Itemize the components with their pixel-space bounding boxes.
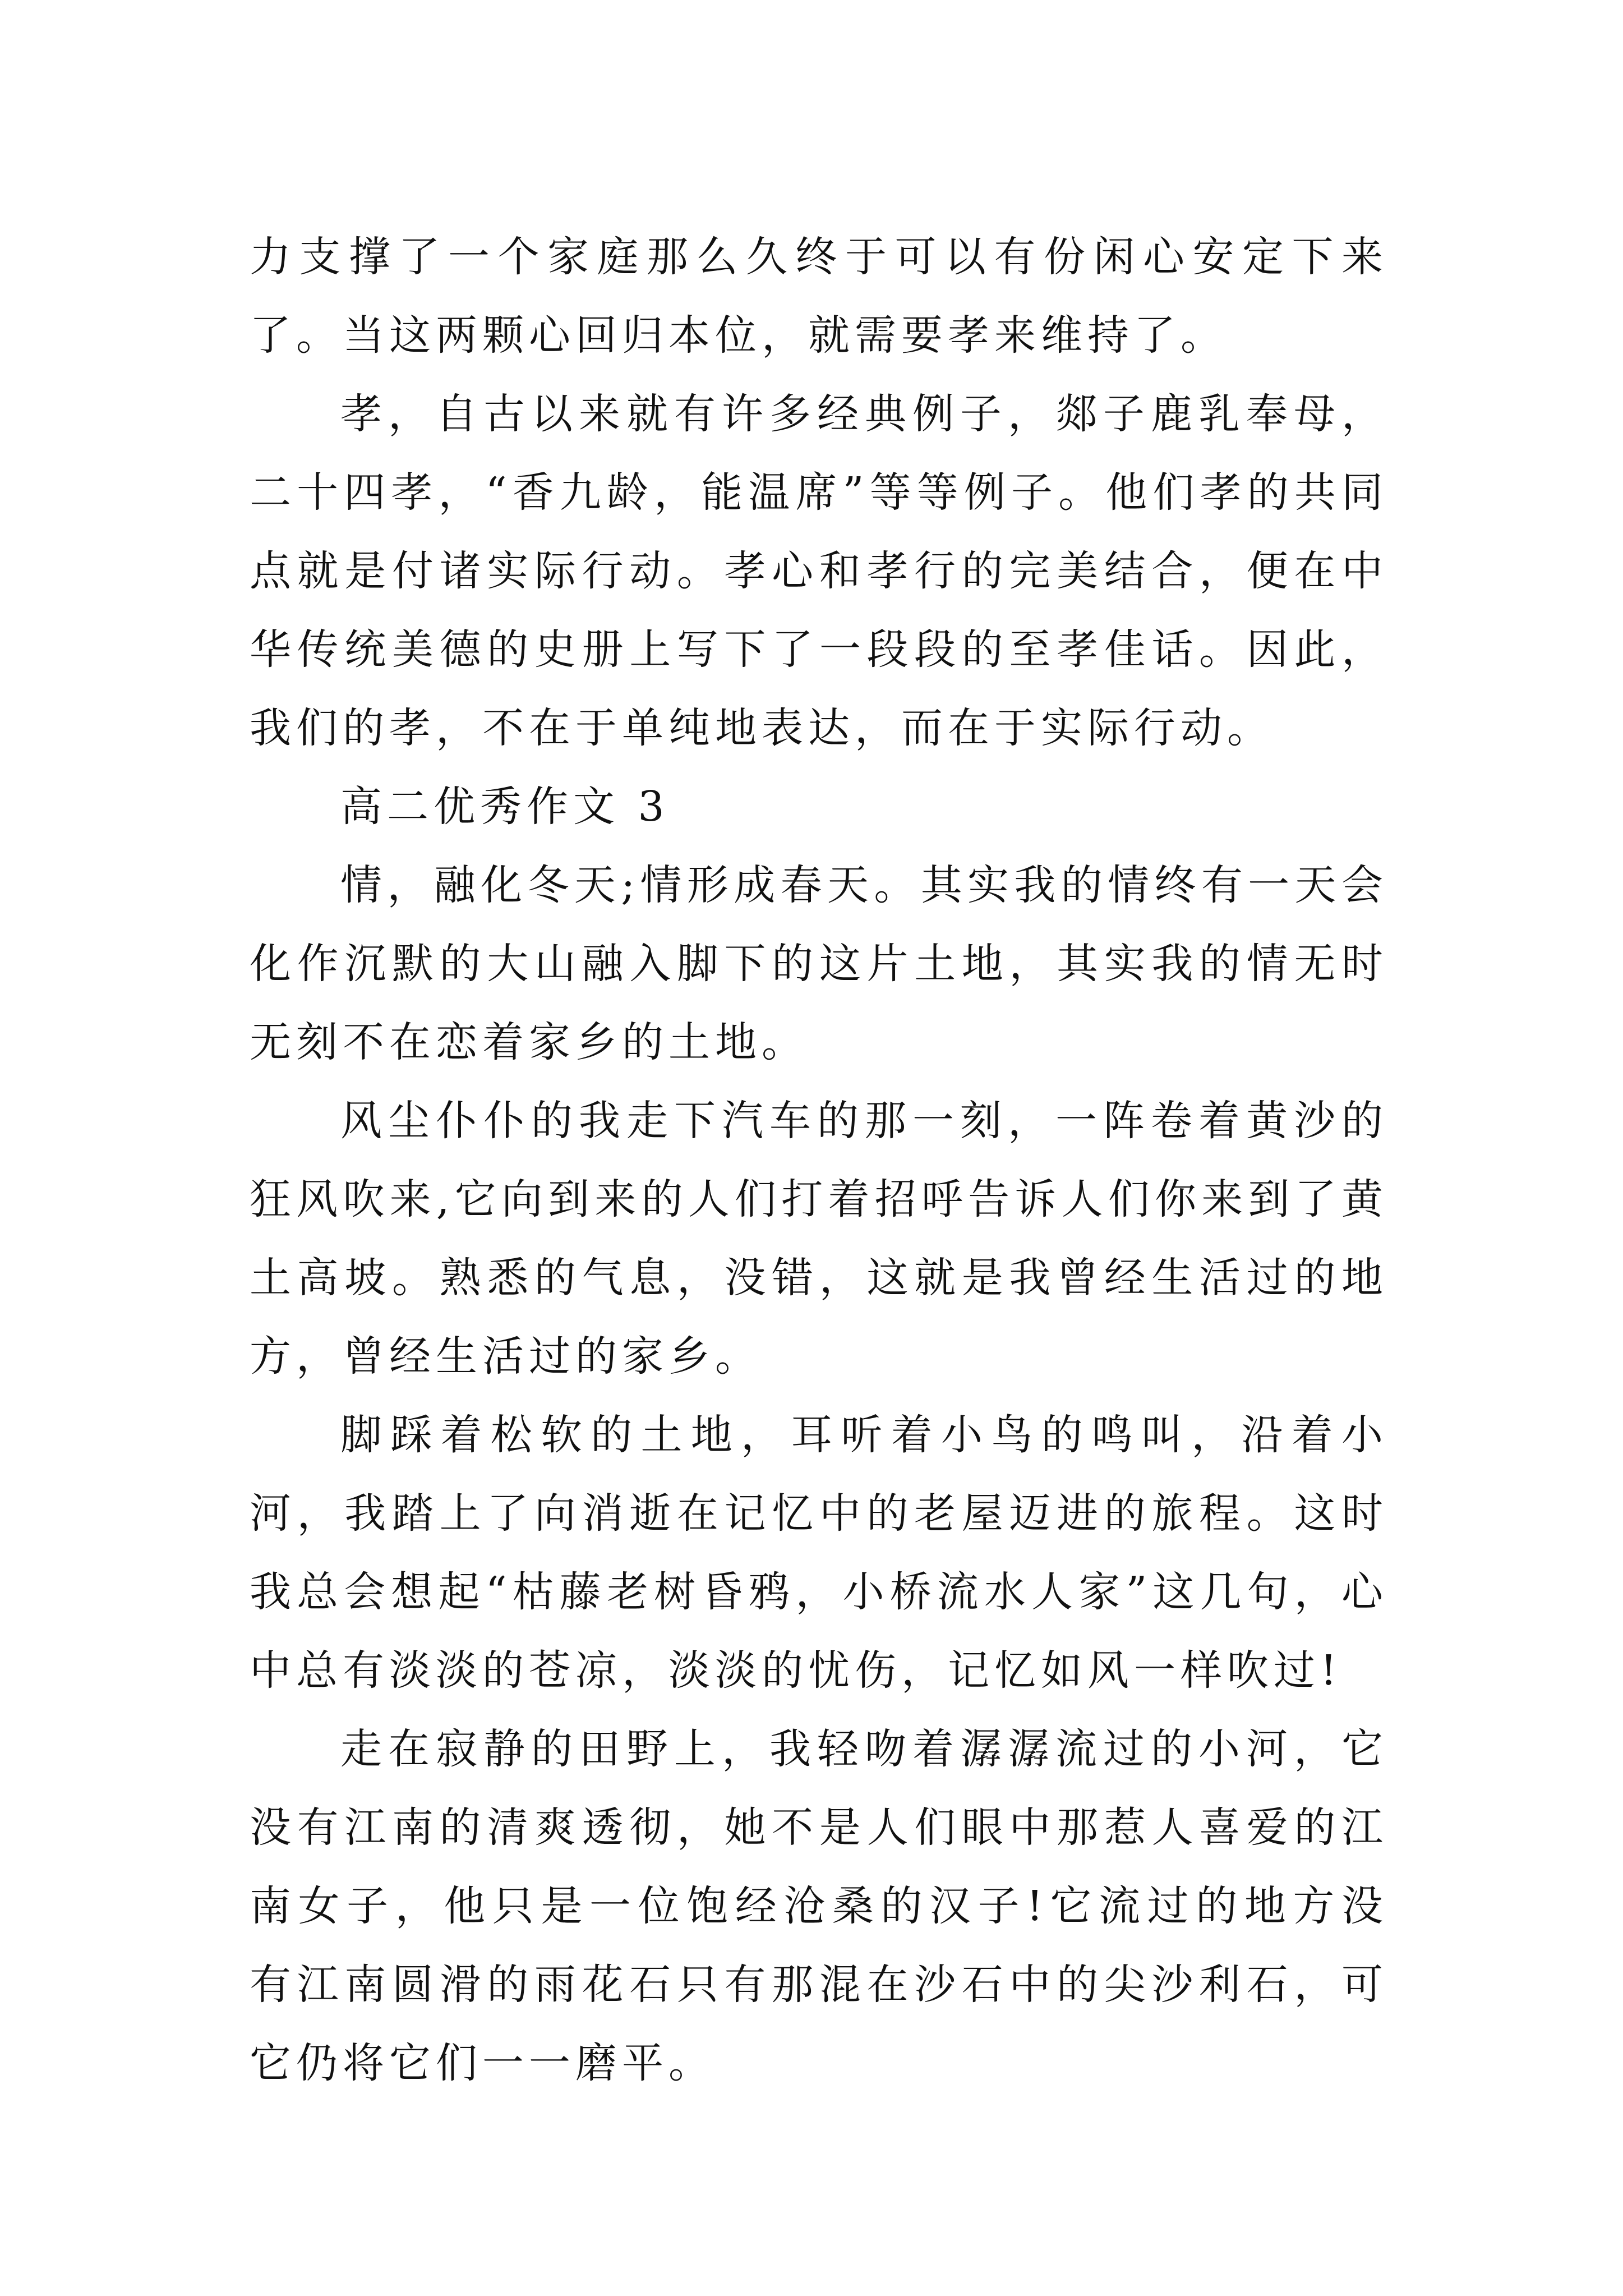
essay-heading: 高二优秀作文 3 <box>340 783 670 831</box>
paragraph-emotion: 情，融化冬天;情形成春天。其实我的情终有一天会化作沉默的大山融入脚下的这片土地，其实我的情无时无刻不在恋着家乡的土地。 <box>250 861 1388 1066</box>
document-body <box>250 218 1388 2102</box>
paragraph-arrival: 风尘仆仆的我走下汽车的那一刻，一阵卷着黄沙的狂风吹来,它向到来的人们打着招呼告诉人们你来到了黄土高坡。熟悉的气息，没错，这就是我曾经生活过的地方，曾经生活过的家乡。 <box>250 1097 1388 1381</box>
paragraph-filial-piety: 孝，自古以来就有许多经典例子，郯子鹿乳奉母，二十四孝，“香九龄，能温席”等等例子。他们孝的共同点就是付诸实际行动。孝心和孝行的完美结合，便在中华传统美德的史册上写下了一段段的至孝佳话。因此，我们的孝，不在于单纯地表达，而在于实际行动。 <box>250 390 1388 752</box>
paragraph-continuation: 力支撑了一个家庭那么久终于可以有份闲心安定下来了。当这两颗心回归本位，就需要孝来维持了。 <box>250 233 1388 360</box>
paragraph-journey: 脚踩着松软的土地，耳听着小鸟的鸣叫，沿着小河，我踏上了向消逝在记忆中的老屋迈进的旅程。这时我总会想起“枯藤老树昏鸦，小桥流水人家”这几句，心中总有淡淡的苍凉，淡淡的忧伤，记忆如风一样吹过! <box>250 1411 1388 1695</box>
paragraph-river: 走在寂静的田野上，我轻吻着潺潺流过的小河，它没有江南的清爽透彻，她不是人们眼中那惹人喜爱的江南女子，他只是一位饱经沧桑的汉子!它流过的地方没有江南圆滑的雨花石只有那混在沙石中的尖沙利石，可它仍将它们一一磨平。 <box>250 1725 1388 2087</box>
